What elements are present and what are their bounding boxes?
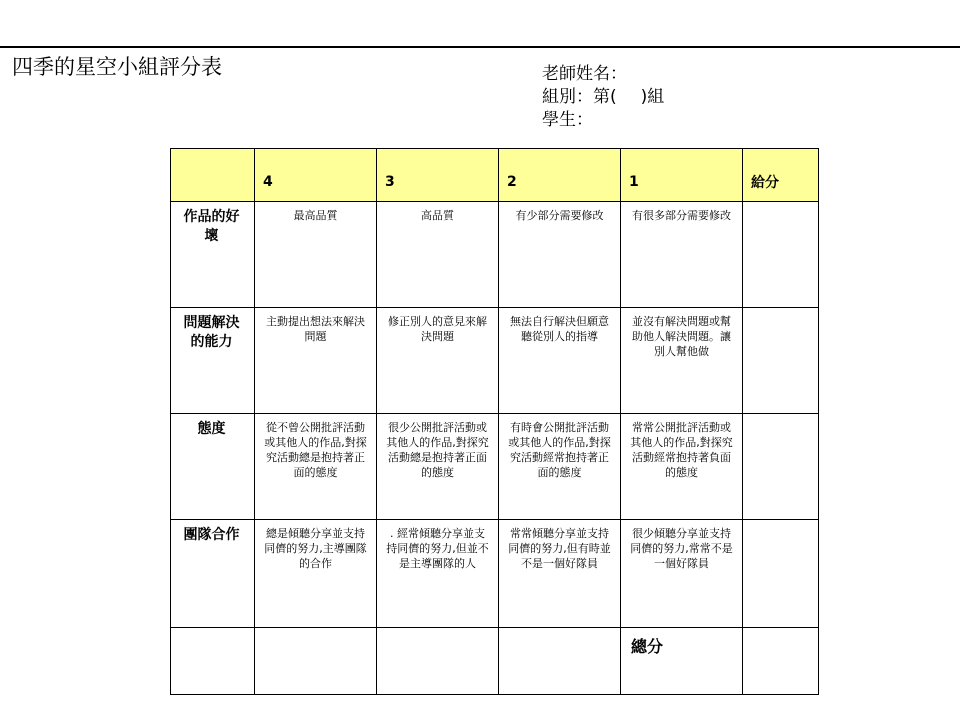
rubric-table (170, 148, 819, 695)
rubric-row-quality (171, 202, 819, 308)
group-label (542, 86, 664, 109)
group-suffix: )組 (640, 87, 665, 107)
rubric-row-problem-solving (171, 308, 819, 414)
teacher-name-label: 老師姓名： (542, 64, 627, 84)
criterion-label: 問題解決的能力 (171, 308, 255, 414)
empty-cell (171, 628, 255, 695)
descriptor-cell: 很少傾聽分享並支持同儕的努力,常常不是一個好隊員 (621, 519, 743, 628)
empty-cell (499, 628, 621, 695)
header-score-2: 2 (499, 149, 621, 202)
descriptor-cell: 無法自行解決但願意聽從別人的指導 (499, 308, 621, 414)
criterion-label: 態度 (171, 413, 255, 519)
descriptor-cell: 高品質 (377, 202, 499, 308)
descriptor-cell: 從不曾公開批評活動或其他人的作品,對探究活動總是抱持著正面的態度 (255, 413, 377, 519)
page-title: 四季的星空小組評分表 (12, 55, 222, 79)
empty-cell (377, 628, 499, 695)
rubric-row-attitude (171, 413, 819, 519)
header-given-score: 給分 (743, 149, 819, 202)
descriptor-cell: 並沒有解決問題或幫助他人解決問題。讓別人幫他做 (621, 308, 743, 414)
descriptor-cell: 很少公開批評活動或其他人的作品,對探究活動總是抱持著正面的態度 (377, 413, 499, 519)
total-label: 總分 (621, 628, 743, 695)
descriptor-cell: . 經常傾聽分享並支持同儕的努力,但並不是主導團隊的人 (377, 519, 499, 628)
total-score-cell[interactable] (743, 628, 819, 695)
criterion-label: 團隊合作 (171, 519, 255, 628)
students-label: 學生： (542, 110, 593, 130)
empty-cell (255, 628, 377, 695)
descriptor-cell: 常常傾聽分享並支持同儕的努力,但有時並不是一個好隊員 (499, 519, 621, 628)
info-block (542, 63, 664, 132)
descriptor-cell: 主動提出想法來解決問題 (255, 308, 377, 414)
header-score-4: 4 (255, 149, 377, 202)
header-row (171, 149, 819, 202)
criterion-label: 作品的好壞 (171, 202, 255, 308)
score-entry-cell[interactable] (743, 413, 819, 519)
descriptor-cell: 有少部分需要修改 (499, 202, 621, 308)
descriptor-cell: 有時會公開批評活動或其他人的作品,對探究活動經常抱持著正面的態度 (499, 413, 621, 519)
descriptor-cell: 修正別人的意見來解決問題 (377, 308, 499, 414)
header-score-1: 1 (621, 149, 743, 202)
descriptor-cell: 最高品質 (255, 202, 377, 308)
header-corner-cell (171, 149, 255, 202)
header-rule (0, 46, 960, 48)
header-score-3: 3 (377, 149, 499, 202)
score-entry-cell[interactable] (743, 308, 819, 414)
descriptor-cell: 有很多部分需要修改 (621, 202, 743, 308)
score-entry-cell[interactable] (743, 519, 819, 628)
score-entry-cell[interactable] (743, 202, 819, 308)
descriptor-cell: 總是傾聽分享並支持同儕的努力,主導團隊的合作 (255, 519, 377, 628)
descriptor-cell: 常常公開批評活動或其他人的作品,對探究活動經常抱持著負面的態度 (621, 413, 743, 519)
rubric-row-teamwork (171, 519, 819, 628)
group-prefix: 組別：第( (542, 87, 617, 107)
total-row (171, 628, 819, 695)
